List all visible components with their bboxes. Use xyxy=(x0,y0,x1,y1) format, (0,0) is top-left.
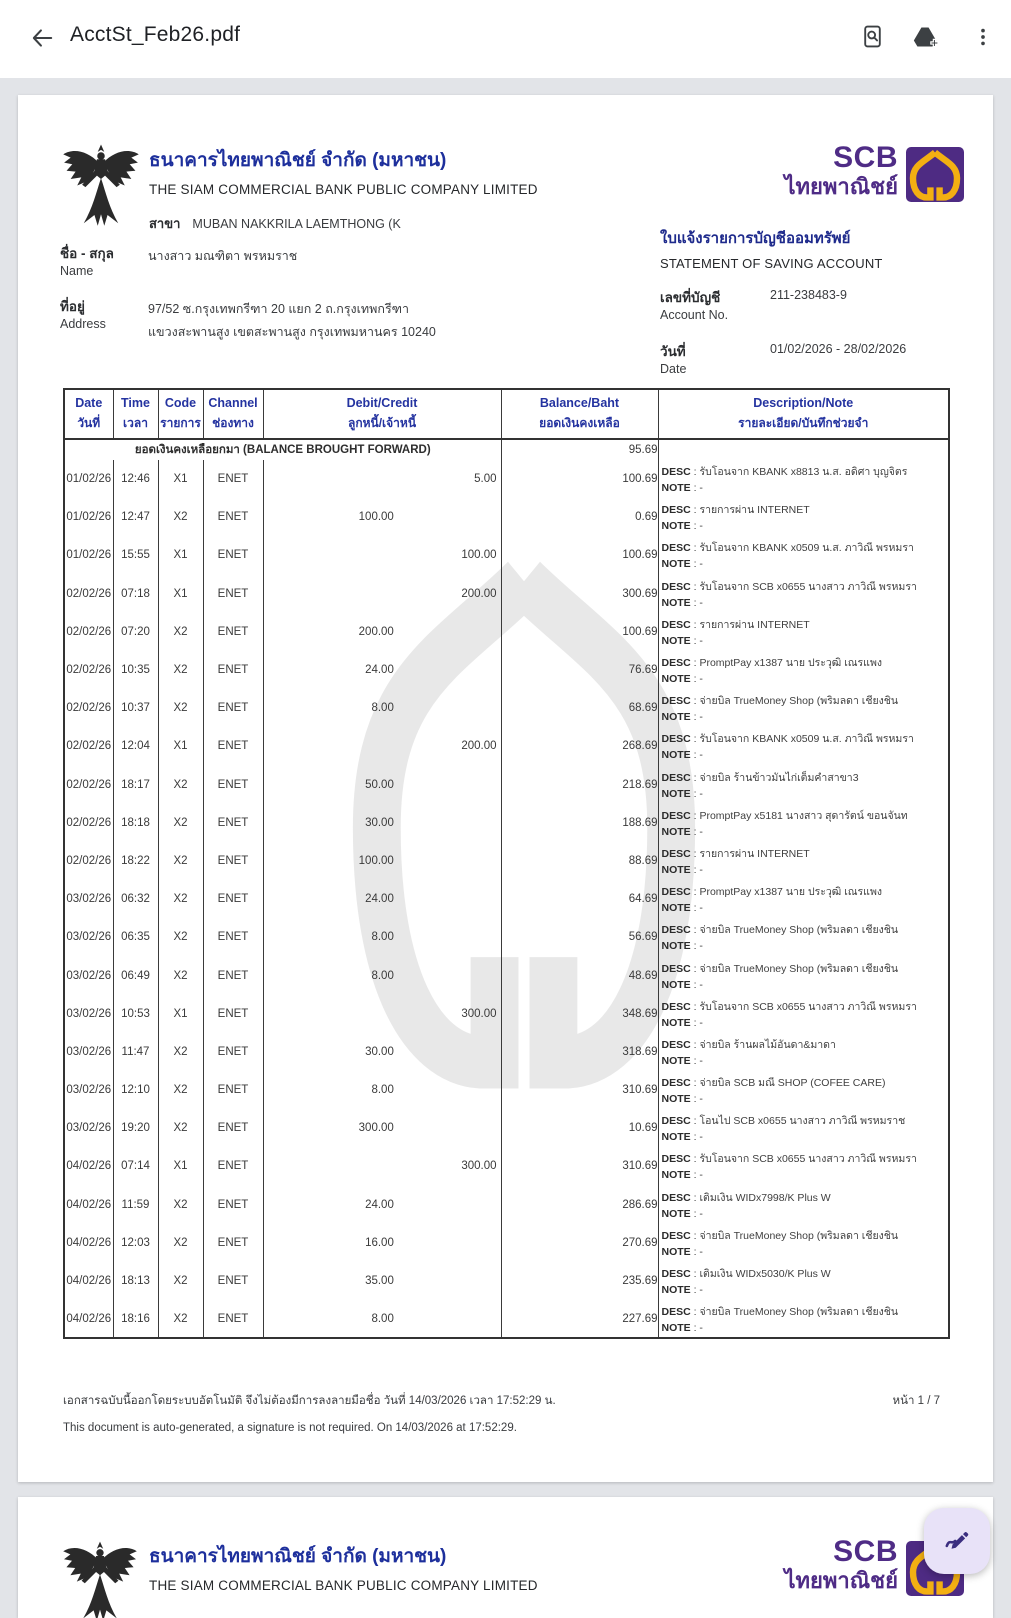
cell-debit-credit xyxy=(263,1186,501,1224)
cell-channel: ENET xyxy=(203,1071,263,1109)
header-time: Time เวลา xyxy=(113,389,158,439)
table-row xyxy=(64,536,949,574)
find-in-document-icon xyxy=(860,24,885,54)
date-range-value: 01/02/2026 - 28/02/2026 xyxy=(770,342,907,356)
credit-amount: 200.00 xyxy=(461,587,497,600)
cell-balance: 10.69 xyxy=(501,1109,658,1147)
debit-amount: 16.00 xyxy=(365,1236,394,1249)
debit-amount: 30.00 xyxy=(365,816,394,829)
debit-amount: 30.00 xyxy=(365,1045,394,1058)
debit-amount: 8.00 xyxy=(371,1084,394,1097)
cell-channel: ENET xyxy=(203,1224,263,1262)
address-label-th: ที่อยู่ xyxy=(60,299,85,314)
cell-date: 03/02/26 xyxy=(64,956,113,994)
cell-debit-credit xyxy=(263,995,501,1033)
cell-balance: 310.69 xyxy=(501,1071,658,1109)
cell-channel: ENET xyxy=(203,880,263,918)
cell-channel: ENET xyxy=(203,1262,263,1300)
date-label-th: วันที่ xyxy=(660,344,686,359)
debit-amount: 8.00 xyxy=(371,969,394,982)
cell-channel: ENET xyxy=(203,766,263,804)
cell-description: DESC : จ่ายบิล SCB มณี SHOP (COFEE CARE) NOTE : - xyxy=(658,1071,949,1109)
cell-debit-credit xyxy=(263,498,501,536)
cell-time: 18:16 xyxy=(113,1300,158,1338)
cell-debit-credit xyxy=(263,880,501,918)
back-button[interactable] xyxy=(26,24,58,56)
cell-date: 03/02/26 xyxy=(64,918,113,956)
cell-time: 12:03 xyxy=(113,1224,158,1262)
cell-description: DESC : รายการผ่าน INTERNET NOTE : - xyxy=(658,842,949,880)
cell-channel: ENET xyxy=(203,995,263,1033)
cell-time: 15:55 xyxy=(113,536,158,574)
table-row xyxy=(64,880,949,918)
cell-balance: 318.69 xyxy=(501,1033,658,1071)
cell-time: 10:37 xyxy=(113,689,158,727)
statement-title-en: STATEMENT OF SAVING ACCOUNT xyxy=(660,256,883,271)
garuda-emblem xyxy=(60,141,142,235)
header-balance: Balance/Baht ยอดเงินคงเหลือ xyxy=(501,389,658,439)
cell-debit-credit xyxy=(263,1262,501,1300)
cell-balance: 227.69 xyxy=(501,1300,658,1338)
cell-description: DESC : เติมเงิน WIDx5030/K Plus W NOTE : - xyxy=(658,1262,949,1300)
cell-code: X2 xyxy=(158,1224,203,1262)
cell-code: X2 xyxy=(158,1300,203,1338)
cell-date: 04/02/26 xyxy=(64,1147,113,1185)
cell-description: DESC : PromptPay x5181 นางสาว สุดารัตน์ ขอนจันท NOTE : - xyxy=(658,804,949,842)
debit-amount: 50.00 xyxy=(365,778,394,791)
cell-channel: ENET xyxy=(203,1033,263,1071)
debit-amount: 35.00 xyxy=(365,1275,394,1288)
cell-balance: 310.69 xyxy=(501,1147,658,1185)
cell-balance: 268.69 xyxy=(501,727,658,765)
cell-date: 01/02/26 xyxy=(64,460,113,498)
cell-balance: 64.69 xyxy=(501,880,658,918)
debit-amount: 8.00 xyxy=(371,1312,394,1325)
cell-date: 02/02/26 xyxy=(64,575,113,613)
customer-name-label-th: ชื่อ - สกุล xyxy=(60,246,114,261)
credit-amount: 5.00 xyxy=(474,473,497,486)
cell-code: X1 xyxy=(158,575,203,613)
debit-amount: 100.00 xyxy=(358,854,394,867)
cell-balance: 88.69 xyxy=(501,842,658,880)
scb-logo-mark xyxy=(906,147,964,202)
debit-amount: 100.00 xyxy=(358,511,394,524)
cell-code: X2 xyxy=(158,1262,203,1300)
cell-date: 01/02/26 xyxy=(64,498,113,536)
cell-debit-credit xyxy=(263,1071,501,1109)
cell-balance: 218.69 xyxy=(501,766,658,804)
signature-pen-icon xyxy=(942,1524,972,1559)
branch-line xyxy=(149,213,401,234)
page-number: หน้า 1 / 7 xyxy=(892,1395,940,1407)
date-label-en: Date xyxy=(660,362,687,376)
table-row xyxy=(64,1300,949,1338)
transactions-table xyxy=(63,388,950,1339)
cell-code: X2 xyxy=(158,689,203,727)
cell-date: 04/02/26 xyxy=(64,1186,113,1224)
address-line1: 97/52 ซ.กรุงเทพกรีฑา 20 แยก 2 ถ.กรุงเทพกรีฑา xyxy=(148,302,410,316)
footer-note-en: This document is auto-generated, a signature is not required. On 14/03/2026 at 17:52:29. xyxy=(63,1422,517,1434)
cell-date: 02/02/26 xyxy=(64,727,113,765)
cell-debit-credit xyxy=(263,1109,501,1147)
table-row xyxy=(64,1147,949,1185)
cell-date: 02/02/26 xyxy=(64,689,113,727)
cell-time: 06:32 xyxy=(113,880,158,918)
table-row xyxy=(64,498,949,536)
cell-time: 10:53 xyxy=(113,995,158,1033)
cell-debit-credit xyxy=(263,1033,501,1071)
cell-debit-credit xyxy=(263,766,501,804)
header-date: Date วันที่ xyxy=(64,389,113,439)
cell-description: DESC : จ่ายบิล TrueMoney Shop (พริมลดา เชียงชิน NOTE : - xyxy=(658,1300,949,1338)
cell-debit-credit xyxy=(263,804,501,842)
cell-date: 02/02/26 xyxy=(64,613,113,651)
cell-date: 02/02/26 xyxy=(64,842,113,880)
cell-code: X2 xyxy=(158,766,203,804)
table-row xyxy=(64,956,949,994)
cell-date: 04/02/26 xyxy=(64,1300,113,1338)
cell-description: DESC : รับโอนจาก KBANK x8813 น.ส. อดิศา บุญจิตร NOTE : - xyxy=(658,460,949,498)
cell-time: 11:59 xyxy=(113,1186,158,1224)
cell-channel: ENET xyxy=(203,1147,263,1185)
drive-add-icon xyxy=(912,24,938,55)
table-row xyxy=(64,1033,949,1071)
cell-code: X2 xyxy=(158,1109,203,1147)
cell-description: DESC : จ่ายบิล TrueMoney Shop (พริมลดา เชียงชิน NOTE : - xyxy=(658,956,949,994)
cell-balance: 48.69 xyxy=(501,956,658,994)
table-header-row xyxy=(64,389,949,439)
cell-channel: ENET xyxy=(203,956,263,994)
bank-name-th: ธนาคารไทยพาณิชย์ จำกัด (มหาชน) xyxy=(149,1546,447,1567)
cell-description: DESC : รับโอนจาก KBANK x0509 น.ส. ภาวิณี พรหมรา NOTE : - xyxy=(658,727,949,765)
cell-channel: ENET xyxy=(203,536,263,574)
cell-debit-credit xyxy=(263,460,501,498)
cell-time: 18:13 xyxy=(113,1262,158,1300)
cell-code: X1 xyxy=(158,995,203,1033)
cell-code: X2 xyxy=(158,1033,203,1071)
brought-forward-label: ยอดเงินคงเหลือยกมา (BALANCE BROUGHT FORWARD) xyxy=(134,444,431,456)
cell-description: DESC : โอนไป SCB x0655 นางสาว ภาวิณี พรหมราช NOTE : - xyxy=(658,1109,949,1147)
table-row xyxy=(64,918,949,956)
table-row xyxy=(64,766,949,804)
cell-time: 18:18 xyxy=(113,804,158,842)
scb-wordmark: SCB ไทยพาณิชย์ xyxy=(784,1535,898,1593)
bank-name-th: ธนาคารไทยพาณิชย์ จำกัด (มหาชน) xyxy=(149,150,447,171)
cell-channel: ENET xyxy=(203,1186,263,1224)
credit-amount: 300.00 xyxy=(461,1007,497,1020)
cell-time: 07:20 xyxy=(113,613,158,651)
cell-balance: 100.69 xyxy=(501,613,658,651)
cell-date: 04/02/26 xyxy=(64,1262,113,1300)
cell-channel: ENET xyxy=(203,1300,263,1338)
cell-channel: ENET xyxy=(203,842,263,880)
garuda-emblem xyxy=(60,1538,140,1618)
debit-amount: 8.00 xyxy=(371,931,394,944)
table-row xyxy=(64,1109,949,1147)
annotate-fab[interactable] xyxy=(924,1508,990,1574)
table-row xyxy=(64,1224,949,1262)
cell-description: DESC : PromptPay x1387 นาย ประวุฒิ เณรแพง NOTE : - xyxy=(658,651,949,689)
overflow-menu-button[interactable] xyxy=(967,23,999,55)
cell-debit-credit xyxy=(263,689,501,727)
cell-code: X2 xyxy=(158,918,203,956)
address-line2: แขวงสะพานสูง เขตสะพานสูง กรุงเทพมหานคร 10240 xyxy=(148,325,436,339)
table-row xyxy=(64,1262,949,1300)
cell-code: X2 xyxy=(158,1071,203,1109)
cell-description: DESC : รายการผ่าน INTERNET NOTE : - xyxy=(658,498,949,536)
cell-balance: 300.69 xyxy=(501,575,658,613)
cell-time: 07:14 xyxy=(113,1147,158,1185)
cell-description: DESC : รับโอนจาก SCB x0655 นางสาว ภาวิณี พรหมรา NOTE : - xyxy=(658,995,949,1033)
cell-code: X2 xyxy=(158,1186,203,1224)
document-title: AcctSt_Feb26.pdf xyxy=(70,23,241,46)
cell-debit-credit xyxy=(263,727,501,765)
customer-name-value: นางสาว มณฑิตา พรหมราช xyxy=(148,249,298,263)
cell-code: X1 xyxy=(158,460,203,498)
cell-channel: ENET xyxy=(203,804,263,842)
cell-channel: ENET xyxy=(203,498,263,536)
cell-balance: 270.69 xyxy=(501,1224,658,1262)
cell-code: X1 xyxy=(158,727,203,765)
add-to-drive-button[interactable] xyxy=(909,23,941,55)
cell-date: 03/02/26 xyxy=(64,1071,113,1109)
table-row xyxy=(64,460,949,498)
cell-description: DESC : รายการผ่าน INTERNET NOTE : - xyxy=(658,613,949,651)
cell-date: 04/02/26 xyxy=(64,1224,113,1262)
cell-balance: 100.69 xyxy=(501,460,658,498)
statement-title-th: ใบแจ้งรายการบัญชีออมทรัพย์ xyxy=(660,230,851,247)
table-row xyxy=(64,1186,949,1224)
account-no-label-en: Account No. xyxy=(660,308,729,322)
cell-time: 12:47 xyxy=(113,498,158,536)
cell-debit-credit xyxy=(263,613,501,651)
customer-name-label-en: Name xyxy=(60,264,94,278)
cell-debit-credit xyxy=(263,1224,501,1262)
cell-description: DESC : จ่ายบิล TrueMoney Shop (พริมลดา เชียงชิน NOTE : - xyxy=(658,689,949,727)
cell-channel: ENET xyxy=(203,575,263,613)
pdf-page-2[interactable] xyxy=(18,1497,993,1618)
cell-description: DESC : เติมเงิน WIDx7998/K Plus W NOTE : - xyxy=(658,1186,949,1224)
cell-time: 07:18 xyxy=(113,575,158,613)
cell-date: 01/02/26 xyxy=(64,536,113,574)
cell-time: 06:49 xyxy=(113,956,158,994)
cell-date: 03/02/26 xyxy=(64,1033,113,1071)
bank-name-en: THE SIAM COMMERCIAL BANK PUBLIC COMPANY LIMITED xyxy=(149,182,538,197)
cell-code: X1 xyxy=(158,1147,203,1185)
cell-channel: ENET xyxy=(203,460,263,498)
overflow-menu-icon xyxy=(972,26,994,53)
cell-description: DESC : PromptPay x1387 นาย ประวุฒิ เณรแพง NOTE : - xyxy=(658,880,949,918)
table-row xyxy=(64,842,949,880)
cell-description: DESC : จ่ายบิล ร้านผลไม้อันดา&มาดา NOTE : - xyxy=(658,1033,949,1071)
credit-amount: 300.00 xyxy=(461,1160,497,1173)
cell-balance: 235.69 xyxy=(501,1262,658,1300)
app-toolbar xyxy=(0,0,1011,78)
cell-code: X2 xyxy=(158,804,203,842)
cell-debit-credit xyxy=(263,956,501,994)
cell-balance: 56.69 xyxy=(501,918,658,956)
table-row xyxy=(64,995,949,1033)
cell-date: 03/02/26 xyxy=(64,995,113,1033)
cell-time: 12:10 xyxy=(113,1071,158,1109)
cell-time: 19:20 xyxy=(113,1109,158,1147)
cell-time: 06:35 xyxy=(113,918,158,956)
scb-wordmark xyxy=(784,143,898,198)
table-row xyxy=(64,727,949,765)
cell-balance: 0.69 xyxy=(501,498,658,536)
pdf-page-1[interactable] xyxy=(18,95,993,1482)
cell-time: 10:35 xyxy=(113,651,158,689)
cell-channel: ENET xyxy=(203,613,263,651)
cell-code: X2 xyxy=(158,842,203,880)
debit-amount: 24.00 xyxy=(365,664,394,677)
table-row xyxy=(64,575,949,613)
cell-debit-credit xyxy=(263,918,501,956)
cell-balance: 188.69 xyxy=(501,804,658,842)
cell-debit-credit xyxy=(263,1147,501,1185)
credit-amount: 200.00 xyxy=(461,740,497,753)
cell-description: DESC : รับโอนจาก SCB x0655 นางสาว ภาวิณี พรหมรา NOTE : - xyxy=(658,575,949,613)
header-debit-credit: Debit/Credit ลูกหนี้/เจ้าหนี้ xyxy=(263,389,501,439)
cell-description: DESC : จ่ายบิล ร้านข้าวมันไก่เต็มคำสาขา3 NOTE : - xyxy=(658,766,949,804)
cell-date: 02/02/26 xyxy=(64,651,113,689)
cell-code: X1 xyxy=(158,536,203,574)
branch-value: MUBAN NAKKRILA LAEMTHONG (K xyxy=(192,217,401,231)
cell-date: 03/02/26 xyxy=(64,880,113,918)
debit-amount: 24.00 xyxy=(365,1198,394,1211)
scb-wordmark-line1: SCB xyxy=(833,141,898,174)
find-in-document-button[interactable] xyxy=(856,23,888,55)
header-code: Code รายการ xyxy=(158,389,203,439)
cell-code: X2 xyxy=(158,956,203,994)
cell-debit-credit xyxy=(263,651,501,689)
debit-amount: 8.00 xyxy=(371,702,394,715)
cell-date: 03/02/26 xyxy=(64,1109,113,1147)
cell-debit-credit xyxy=(263,575,501,613)
cell-balance: 348.69 xyxy=(501,995,658,1033)
cell-time: 18:22 xyxy=(113,842,158,880)
cell-description: DESC : รับโอนจาก SCB x0655 นางสาว ภาวิณี พรหมรา NOTE : - xyxy=(658,1147,949,1185)
header-description: Description/Note รายละเอียด/บันทึกช่วยจำ xyxy=(658,389,949,439)
credit-amount: 100.00 xyxy=(461,549,497,562)
cell-time: 18:17 xyxy=(113,766,158,804)
branch-label: สาขา xyxy=(149,216,181,231)
bank-name-en: THE SIAM COMMERCIAL BANK PUBLIC COMPANY LIMITED xyxy=(149,1578,538,1593)
cell-description: DESC : รับโอนจาก KBANK x0509 น.ส. ภาวิณี พรหมรา NOTE : - xyxy=(658,536,949,574)
debit-amount: 300.00 xyxy=(358,1122,394,1135)
cell-balance: 100.69 xyxy=(501,536,658,574)
cell-debit-credit xyxy=(263,1300,501,1338)
account-no-label-th: เลขที่บัญชี xyxy=(660,290,721,305)
cell-debit-credit xyxy=(263,536,501,574)
cell-channel: ENET xyxy=(203,918,263,956)
cell-channel: ENET xyxy=(203,727,263,765)
cell-date: 02/02/26 xyxy=(64,804,113,842)
cell-code: X2 xyxy=(158,880,203,918)
table-row xyxy=(64,651,949,689)
cell-code: X2 xyxy=(158,613,203,651)
brought-forward-balance: 95.69 xyxy=(501,439,658,460)
footer-note-th: เอกสารฉบับนี้ออกโดยระบบอัตโนมัติ จึงไม่ต้องมีการลงลายมือชื่อ วันที่ 14/03/2026 เวลา 17:52:29 น. xyxy=(63,1395,556,1407)
cell-balance: 286.69 xyxy=(501,1186,658,1224)
debit-amount: 200.00 xyxy=(358,625,394,638)
cell-channel: ENET xyxy=(203,1109,263,1147)
debit-amount: 24.00 xyxy=(365,893,394,906)
table-row xyxy=(64,804,949,842)
cell-code: X2 xyxy=(158,498,203,536)
table-row xyxy=(64,613,949,651)
cell-time: 12:04 xyxy=(113,727,158,765)
cell-channel: ENET xyxy=(203,689,263,727)
cell-time: 11:47 xyxy=(113,1033,158,1071)
cell-code: X2 xyxy=(158,651,203,689)
cell-balance: 68.69 xyxy=(501,689,658,727)
cell-time: 12:46 xyxy=(113,460,158,498)
cell-description: DESC : จ่ายบิล TrueMoney Shop (พริมลดา เชียงชิน NOTE : - xyxy=(658,918,949,956)
header-channel: Channel ช่องทาง xyxy=(203,389,263,439)
table-row xyxy=(64,689,949,727)
brought-forward-row xyxy=(64,439,949,460)
scb-wordmark-line2: ไทยพาณิชย์ xyxy=(784,174,898,199)
cell-date: 02/02/26 xyxy=(64,766,113,804)
cell-balance: 76.69 xyxy=(501,651,658,689)
address-label-en: Address xyxy=(60,317,106,331)
cell-debit-credit xyxy=(263,842,501,880)
cell-channel: ENET xyxy=(203,651,263,689)
back-arrow-icon xyxy=(29,25,55,56)
cell-description: DESC : จ่ายบิล TrueMoney Shop (พริมลดา เชียงชิน NOTE : - xyxy=(658,1224,949,1262)
account-no-value: 211-238483-9 xyxy=(770,288,847,302)
table-row xyxy=(64,1071,949,1109)
